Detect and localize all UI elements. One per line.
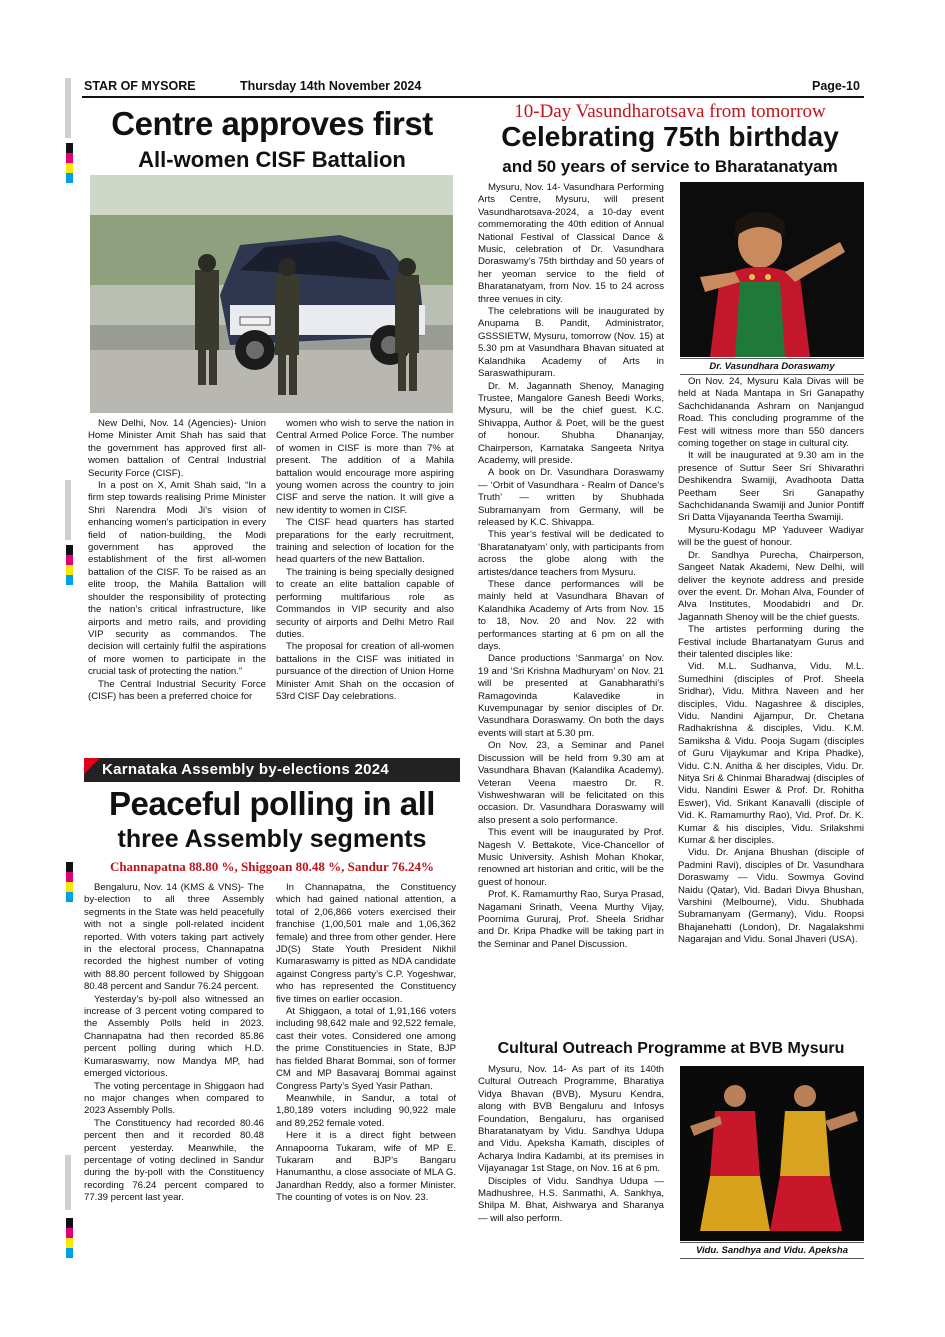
registration-marks	[66, 862, 73, 902]
registration-bar	[65, 78, 71, 138]
paragraph: At Shiggaon, a total of 1,91,166 voters including 98,642 male and 92,522 female, cast their votes. Considered one among the prime Constituencies in State, BJP has fielded Bharat Bommai, son of former CM and MP Basavaraj Bommai against Congress Party’s Syed Yasir Pathan.	[276, 1006, 456, 1092]
paragraph: These dance performances will be mainly held at Vasundhara Bhavan of Kalandhika Academy of Arts from Nov. 15 to 18, Nov. 20 and Nov. 22 with performances starting at 6 pm on all the days.	[478, 579, 664, 653]
polls-column-1	[84, 882, 264, 1262]
registration-marks	[66, 143, 73, 183]
paper-name: STAR OF MYSORE	[84, 79, 196, 93]
paragraph: The celebrations will be inaugurated by Anupama B. Pandit, Administrator, GSSSIETW, Mysuru, tomorrow (Nov. 15) at 5.30 pm at Vasundhara Bhavan situated at Kalandhika Academy of Arts in Saraswathipuram.	[478, 306, 664, 380]
registration-marks	[66, 545, 73, 585]
paragraph: The Central Industrial Security Force (CISF) has been a preferred choice for	[88, 678, 266, 702]
paragraph: Meanwhile, in Sandur, a total of 1,80,189 voters including 90,922 male and 89,252 female voted.	[276, 1092, 456, 1129]
paragraph: Dance productions ‘Sanmarga’ on Nov. 19 and ‘Sri Krishna Madhuryam’ on Nov. 21 will be presented at Ganabharathi’s Ramagovinda Kalavedike in Kuvempunagar by senior disciples of Dr. Vasundhara Doraswamy. On both the days events will start at 5.30 pm.	[478, 653, 664, 739]
paragraph: women who wish to serve the nation in Central Armed Police Force. The number of women in CISF is more than 7% at present. The addition of a Mahila battalion would encourage more aspiring young women across the country to join CISF and serve the nation. It will give a new identity to women in CISF.	[276, 418, 454, 516]
paragraph: Vid. M.L. Sudhanva, Vidu. M.L. Sumedhini (disciples of Prof. Sheela Sridhar), Vidu. Mithra Naveen and her disciples, Vidu. Nagashree & disciples, Vidu. Nandini Ajjampur, Dr. Chetana Radhakrishna & disciples, Vidu. K.M. Samiksha & Vidu. Pooja Sugam (disciples of Guru Vijaykumar and Kripa Phadke), Vidu. C.N. Anitha & her disciples, Vidu. Dr. Nitya Sri & Chinmai Bharadwaj (disciples of Vidu. Nandini Eswer & Prof. Dr. Rohitha Eswer), Vid. Srikant Kanavalli (disciple of Vid. K. Ramamurthy Rao), Vid. Prof. Dr. K. Kumar & his disciples, Vidu. Srilakshmi Kumar & her disciples.	[678, 661, 864, 847]
paragraph: A book on Dr. Vasundhara Doraswamy — ‘Orbit of Vasundhara - Realm of Dance’s Truth’ — written by Shubhada Subramanyam from Germany, will be released by K.C. Shivappa.	[478, 467, 664, 528]
vasundhara-column-1	[478, 182, 664, 1037]
cisf-subheadline: All-women CISF Battalion	[138, 147, 406, 172]
polls-kicker: Channapatna 88.80 %, Shiggoan 80.48 %, Sandur 76.24%	[109, 859, 435, 874]
polls-banner	[84, 758, 460, 782]
paragraph: In a post on X, Amit Shah said, “In a firm step towards realising Prime Minister Shri Narendra Modi Ji’s vision of enhancing women’s participation in every field of nation-building, the Modi government has approved the establishment of the first all-women battalion of the CISF. To be raised as an elite troop, the Mahila Battalion will shoulder the responsibility of protecting the nation’s critical infrastructure, like airports and metro rails, and providing VIP security as commandos. The decision will certainly fulfil the aspirations of more women to participate in the crucial task of protecting the nation.”	[88, 480, 266, 678]
paragraph: Here it is a direct fight between Annapoorna Tukaram, wife of MP E. Tukaram and BJP’s Bangaru Hanumanthu, a close associate of MLA G. Janardhan Reddy, also a former Minister. The counting of votes is on Nov. 23.	[276, 1130, 456, 1204]
issue-date: Thursday 14th November 2024	[240, 79, 422, 93]
paragraph: The CISF head quarters has started preparations for the early recruitment, training and selection of location for the head quarters of the new Battalion.	[276, 517, 454, 566]
polls-column-2	[276, 882, 456, 1262]
vasundhara-headline: Celebrating 75th birthday	[501, 121, 839, 152]
paragraph: Mysuru-Kodagu MP Yaduveer Wadiyar will be the guest of honour.	[678, 524, 864, 549]
paragraph: On Nov. 24, Mysuru Kala Divas will be held at Nada Mantapa in Sri Ganapathy Sachchidananda Ashram on Nanjangud Road. This concluding programme of the Fest will witness more than 550 dancers coming together on stage in cultural city.	[678, 376, 864, 450]
paragraph: The voting percentage in Shiggaon had no major changes when compared to 2023 Assembly Polls.	[84, 1080, 264, 1117]
header-rule	[82, 96, 864, 98]
paragraph: Yesterday’s by-poll also witnessed an increase of 3 percent voting compared to the Assembly Polls held in 2023. Channapatna had then recorded 85.86 percent polling during which H.D. Kumaraswamy, now Mandya MP, had emerged victorious.	[84, 993, 264, 1080]
registration-bar	[65, 480, 71, 540]
paragraph: New Delhi, Nov. 14 (Agencies)- Union Home Minister Amit Shah has said that the government has approved first all-women battalion of Central Industrial Security Force (CISF).	[88, 418, 266, 479]
vasundhara-kicker: 10-Day Vasundharotsava from tomorrow	[514, 101, 826, 122]
paragraph: It will be inaugurated at 9.30 am in the presence of Suttur Seer Sri Shivarathri Deshikendra Swamiji, Avadhoota Datta Peetham Seer Sri Ganapathy Sachchidananda Swamiji and Junior Pontiff Sri Datta Vijayananda Teertha Swamiji.	[678, 450, 864, 524]
bvb-headline: Cultural Outreach Programme at BVB Mysuru	[497, 1040, 845, 1057]
paragraph: Dr. Sandhya Purecha, Chairperson, Sangeet Natak Akademi, New Delhi, will deliver the keynote address and preside over the event. Dr. Mohan Alva, Founder of Alva Institutes, Moodabidri and Dr. Jagannath Shenoy will be the chief guests.	[678, 549, 864, 623]
polls-headline: Peaceful polling in all	[109, 785, 435, 822]
paragraph: Prof. K. Ramamurthy Rao, Surya Prasad, Nagamani Srinath, Veena Murthy Vijay, Poornima Gururaj, Prof. Sheela Sridhar and Dr. Kripa Phadke will be taking part in the Seminar and Panel Discussion.	[478, 889, 664, 950]
paragraph: Bengaluru, Nov. 14 (KMS & VNS)- The by-election to all three Assembly segments in the State was held peacefully with not a single poll-related incident reported. With voters taking part actively in the electoral process, Channapatna recorded the highest number of voting with 88.80 percent followed by Shiggoan 80.48 percent and Sandur 76.24 percent.	[84, 882, 264, 993]
vasundhara-subheadline: and 50 years of service to Bharatanatyam	[502, 157, 838, 176]
vasundhara-photo	[680, 182, 864, 357]
paragraph: The artistes performing during the Festival include Bhartanatyam Gurus and their talented disciples like:	[678, 624, 864, 660]
paragraph: Dr. M. Jagannath Shenoy, Managing Trustee, Mangalore Ganesh Beedi Works, Mysuru, will be the chief guest. K.C. Shivappa, Author & Poet, will be the guest of honour. Shubha Dhananjay, Chairperson, Karnataka Sangeeta Nritya Academy, will preside.	[478, 380, 664, 466]
registration-marks	[66, 1218, 73, 1258]
paragraph: On Nov. 23, a Seminar and Panel Discussion will be held from 9.30 am at Vasundhara Bhavan (Kalandika Academy). Veteran Veena maestro Dr. R. Vishweshwaran will be felicitated on this occasion. Dr. Vasundhara Doraswamy will also present a solo performance.	[478, 740, 664, 826]
paragraph: This event will be inaugurated by Prof. Nagesh V. Bettakote, Vice-Chancellor of Music University. Ashish Mohan Khokar, renowned art historian and critic, will be the guest of honour.	[478, 827, 664, 888]
paragraph: The Constituency had recorded 80.46 percent then and it recorded 80.48 percent yesterday. Meanwhile, the percentage of voting declined in Sandur during the by-poll with the Constituency recording 76.24 percent compared to 77.39 percent last year.	[84, 1117, 264, 1204]
cisf-column-1	[88, 418, 266, 743]
cisf-headline: Centre approves first	[111, 105, 433, 142]
polls-banner-label: Karnataka Assembly by-elections 2024	[102, 761, 390, 778]
bvb-column	[478, 1064, 664, 1264]
paragraph: Mysuru, Nov. 14- Vasundhara Performing Arts Centre, Mysuru, will present Vasundharotsava-2024, a 10-day event commemorating the 40th edition of Annual National Festival of Classical Dance & Music, celebration of Dr. Vasundhara Doraswamy’s 75th birthday and 50 years of her yeoman service to the field of Bharatanatyam, from Nov. 15 to 24 across three venues in city.	[478, 182, 664, 305]
bvb-photo-caption: Vidu. Sandhya and Vidu. Apeksha	[680, 1242, 864, 1259]
paragraph: Disciples of Vidu. Sandhya Udupa — Madhushree, H.S. Sanmathi, A. Sankhya, Shilpa M. Bhat, Aishwarya and Sharanya — will also perform.	[478, 1175, 664, 1224]
paragraph: Mysuru, Nov. 14- As part of its 140th Cultural Outreach Programme, Bharatiya Vidya Bhavan (BVB), Mysuru Kendra, along with BVB Bengaluru and Infosys Foundation, Bengaluru, has organised Bharatanatyam by Vidu. Sandhya Udupa and Vidu. Apeksha Kamath, disciples of Acharya Indira Kadambi, at its premises in Vijayanagar 1st Stage, on Nov. 16 at 6 pm.	[478, 1064, 664, 1175]
paragraph: The proposal for creation of all-women battalions in the CISF was initiated in pursuance of the direction of Union Home Minister Amit Shah on the occasion of 53rd CISF Day celebrations.	[276, 641, 454, 702]
page-number: Page-10	[812, 79, 860, 93]
paragraph: The training is being specially designed to create an elite battalion capable of performing multifarious role as Commandos in VIP security and also security of airports and Delhi Metro Rail duties.	[276, 566, 454, 640]
paragraph: This year’s festival will be dedicated to ‘Bharatanatyam’ only, with participants from across the globe along with the artistes/dance teachers from Mysuru.	[478, 529, 664, 578]
polls-subheadline: three Assembly segments	[117, 825, 427, 853]
paragraph: Vidu. Dr. Anjana Bhushan (disciple of Padmini Ravi), disciples of Dr. Vasundhara Doraswamy — Vidu. Sowmya Govind Naidu (Qatar), Vid. Badari Divya Bhushan, Varshini (Melbourne), Vidu. Shubhada Subramanyam (Germany), Vidu. Roopsi Bhajanehatti (London), Dr. Nagalakshmi Nagarajan and Vidu. Sonal Jhaveri (USA).	[678, 847, 864, 946]
banner-red-triangle	[84, 758, 100, 774]
registration-bar	[65, 1155, 71, 1210]
bvb-photo	[680, 1066, 864, 1241]
cisf-photo	[90, 175, 453, 413]
cisf-column-2	[276, 418, 454, 743]
vasundhara-photo-caption: Dr. Vasundhara Doraswamy	[680, 358, 864, 375]
vasundhara-column-2	[678, 376, 864, 1037]
paragraph: In Channapatna, the Constituency which had gained national attention, a total of 2,06,866 voters exercised their franchise (1,00,501 male and 1,06,362 female) and three from other gender. Here JD(S) State Youth President Nikhil Kumaraswamy is pitted as NDA candidate against Congress party’s C.P. Yogeshwar, who has represented the Constituency five times on earlier occasion.	[276, 882, 456, 1005]
